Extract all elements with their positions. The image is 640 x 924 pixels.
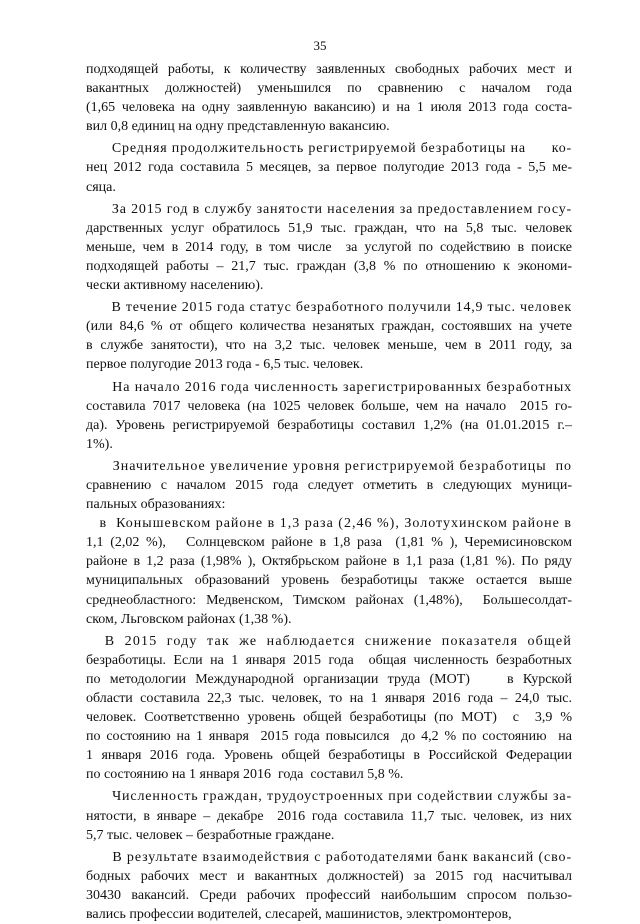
paragraph [86,60,572,136]
text-line: 1,1 (2,02 %), Солнцевском районе в 1,8 раза (1,81 % ), Черемисиновском [86,535,572,551]
paragraph [86,298,572,374]
text-line: (1,65 человека на одну заявленную вакансию) и на 1 июля 2013 года соста- [86,100,572,116]
paragraph [86,200,572,295]
text-line: среднеобластного: Медвенском, Тимском районах (1,48%), Большесолдат- [86,592,572,608]
text-line: Средняя продолжительность регистрируемой безработицы на ко- [86,141,572,157]
text-line: нец 2012 года составила 5 месяцев, за первое полугодие 2013 года - 5,5 ме- [86,160,572,176]
text-line: 5,7 тыс. человек – безработные граждане. [86,827,335,843]
text-line: В течение 2015 года статус безработного получили 14,9 тыс. человек [86,300,572,316]
paragraph [86,378,572,454]
text-line: Значительное увеличение уровня регистрируемой безработицы по [86,458,572,474]
text-line: в службе занятости), что на 3,2 тыс. человек меньше, чем в 2011 году, за [86,338,572,354]
text-line: первое полугодие 2013 года - 6,5 тыс. человек. [86,357,364,373]
text-line: по методологии Международной организации труда (МОТ) в Курской [86,671,572,687]
text-line: в Конышевском районе в 1,3 раза (2,46 %), Золотухинском районе в [86,516,572,532]
text-line: подходящей работы, к количеству заявленных свободных рабочих мест и [86,62,572,77]
text-line: бодных рабочих мест и вакантных должностей) за 2015 год насчитывал [86,868,572,884]
text-line: 1 января 2016 года. Уровень общей безработицы в Российской Федерации [86,748,572,764]
text-line: вил 0,8 единиц на одну представленную вакансию. [86,119,390,135]
text-line: вакантных должностей) уменьшился по сравнению с началом года [86,81,572,97]
text-line: За 2015 год в службу занятости населения за предоставлением госу- [86,201,572,217]
text-line: Численность граждан, трудоустроенных при содействии службы за- [86,789,572,805]
paragraph [86,787,572,844]
paragraph [86,848,572,924]
text-line: (или 84,6 % от общего количества незанятых граждан, состоявших на учете [86,319,572,335]
text-line: меньше, чем в 2014 году, в том числе за услугой по содействию в поиске [86,239,572,255]
text-line: дарственных услуг обратилось 51,9 тыс. граждан, что на 5,8 тыс. человек [86,220,572,236]
paragraph [86,139,572,196]
text-line: нятости, в январе – декабре 2016 года составила 11,7 тыс. человек, из них [86,808,572,824]
text-line: вались профессии водителей, слесарей, машинистов, электромонтеров, [86,907,512,923]
text-line: по состоянию на 1 января 2015 года повысился до 4,2 % по состоянию на [86,729,572,745]
paragraph [86,457,572,629]
text-line: В результате взаимодействия с работодателями банк вакансий (сво- [86,849,572,865]
text-line: В 2015 году так же наблюдается снижение показателя общей [86,633,572,649]
paragraph [86,632,572,785]
text-line: подходящей работы – 21,7 тыс. граждан (3,8 % по отношению к экономи- [86,258,572,274]
text-line: чески активному населению). [86,278,264,294]
page-number: 35 [313,38,327,53]
text-line: сяца. [86,179,116,195]
text-line: безработицы. Если на 1 января 2015 года общая численность безработных [86,652,572,668]
text-line: 1%). [86,436,113,452]
text-line: На начало 2016 года численность зарегистрированных безработных [86,379,572,395]
text-line: по состоянию на 1 января 2016 года составил 5,8 %. [86,767,404,783]
text-line: ском, Льговском районах (1,38 %). [86,611,292,627]
text-line: области составила 22,3 тыс. человек, то на 1 января 2016 года – 24,0 тыс. [86,691,572,706]
text-line: составила 7017 человека (на 1025 человек больше, чем на начало 2015 го- [86,398,572,414]
text-line: человек. Соответственно уровень общей безработицы (по МОТ) с 3,9 % [86,710,572,726]
text-line: пальных образованиях: [86,497,226,513]
text-line: сравнению с началом 2015 года следует отметить в следующих муници- [86,477,572,493]
text-line: муниципальных образований уровень безработицы также остается выше [86,573,572,589]
text-line: да). Уровень регистрируемой безработицы составил 1,2% (на 01.01.2015 г.– [86,417,572,433]
text-line: районе в 1,2 раза (1,98% ), Октябрьском районе в 1,1 раза (1,81 %). По ряду [86,554,572,570]
body-text [86,60,572,924]
text-line: 30430 вакансий. Среди рабочих профессий наибольшим спросом пользо- [86,887,572,903]
